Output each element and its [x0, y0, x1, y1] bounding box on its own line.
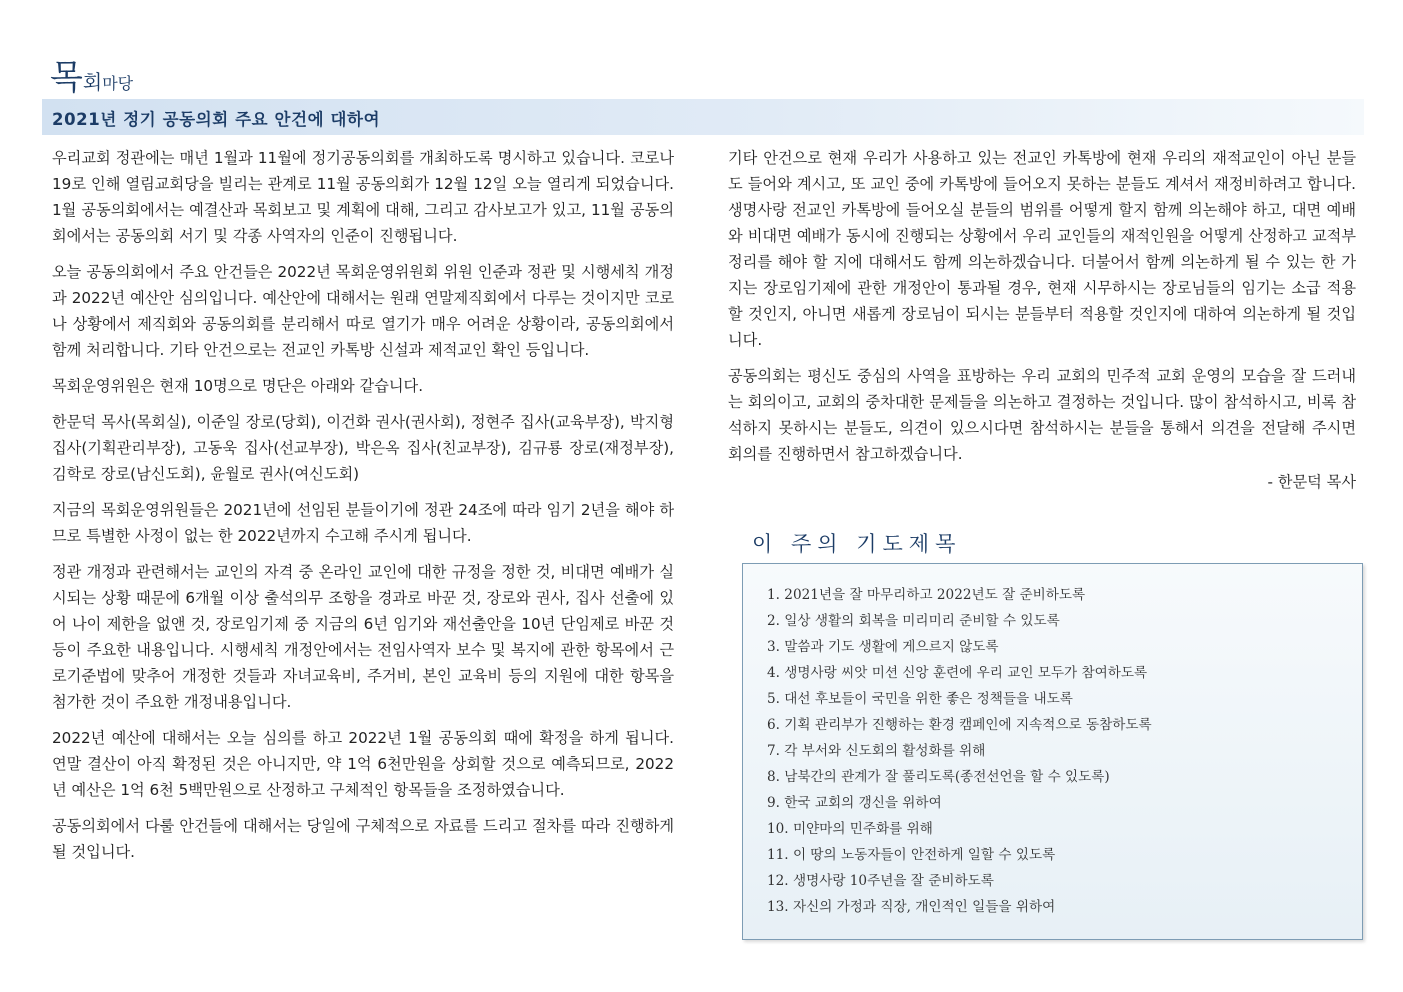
- author-signature: - 한문덕 목사: [1267, 473, 1356, 491]
- prayer-item: 6. 기획 관리부가 진행하는 환경 캠페인에 지속적으로 동참하도록: [767, 717, 1152, 733]
- prayer-item: 1. 2021년을 잘 마무리하고 2022년도 잘 준비하도록: [767, 587, 1086, 603]
- prayer-item: 10. 미얀마의 민주화를 위해: [767, 821, 933, 837]
- prayer-heading: 이 주의 기도제목: [752, 532, 962, 556]
- paragraph: 공동의회에서 다룰 안건들에 대해서는 당일에 구체적으로 자료를 드리고 절차를 따라 진행하게 될 것입니다.: [52, 817, 674, 861]
- title-bar: [42, 99, 1364, 135]
- paragraph: 공동의회는 평신도 중심의 사역을 표방하는 우리 교회의 민주적 교회 운영의 모습을 잘 드러내는 회의이고, 교회의 중차대한 문제들을 의논하고 결정하는 것입니다. 많이 참석하시고, 비록 참석하지 못하시는 분들도, 의견이 있으시다면 참석하시는 분들을 통해서 의견을 전달해 주시면 회의를 진행하면서 참고하겠습니다.: [728, 367, 1356, 463]
- masthead-small: 마당: [102, 74, 134, 93]
- prayer-item: 9. 한국 교회의 갱신을 위하여: [767, 795, 942, 811]
- prayer-item: 13. 자신의 가정과 직장, 개인적인 일들을 위하여: [767, 899, 1056, 915]
- paragraph: 2022년 예산에 대해서는 오늘 심의를 하고 2022년 1월 공동의회 때에 확정을 하게 됩니다. 연말 결산이 아직 확정된 것은 아니지만, 약 1억 6천만원을 상회할 것으로 예측되므로, 2022년 예산은 1억 6천 5백만원으로 산정하고 구체적인 항목들을 조정하였습니다.: [52, 729, 674, 799]
- prayer-item: 12. 생명사랑 10주년을 잘 준비하도록: [767, 873, 994, 889]
- masthead-big: 목: [50, 58, 83, 98]
- masthead-mid: 회: [82, 70, 103, 94]
- prayer-item: 7. 각 부서와 신도회의 활성화를 위해: [767, 743, 986, 759]
- section-masthead: [50, 50, 133, 98]
- left-column: [52, 145, 674, 875]
- prayer-list-box: [742, 563, 1363, 940]
- article-title: 2021년 정기 공동의회 주요 안건에 대하여: [52, 110, 381, 129]
- prayer-item: 8. 남북간의 관계가 잘 풀리도록(종전선언을 할 수 있도록): [767, 769, 1110, 785]
- paragraph: 지금의 목회운영위원들은 2021년에 선임된 분들이기에 정관 24조에 따라 임기 2년을 해야 하므로 특별한 사정이 없는 한 2022년까지 수고해 주시게 됩니다.: [52, 501, 674, 545]
- paragraph: 오늘 공동의회에서 주요 안건들은 2022년 목회운영위원회 위원 인준과 정관 및 시행세칙 개정과 2022년 예산안 심의입니다. 예산안에 대해서는 원래 연말제직회에서 다루는 것이지만 코로나 상황에서 제직회와 공동의회를 분리해서 따로 열기가 매우 어려운 상황이라, 공동의회에서 함께 처리합니다. 기타 안건으로는 전교인 카톡방 신설과 제적교인 확인 등입니다.: [52, 263, 674, 359]
- prayer-item: 5. 대선 후보들이 국민을 위한 좋은 정책들을 내도록: [767, 691, 1073, 707]
- paragraph: 정관 개정과 관련해서는 교인의 자격 중 온라인 교인에 대한 규정을 정한 것, 비대면 예배가 실시되는 상황 때문에 6개월 이상 출석의무 조항을 경과로 바꾼 것, 장로와 권사, 집사 선출에 있어 나이 제한을 없앤 것, 장로임기제 중 지금의 6년 임기와 재선출안을 10년 단임제로 바꾼 것 등이 주요한 내용입니다. 시행세칙 개정안에서는 전임사역자 보수 및 복지에 관한 항목에서 근로기준법에 맞추어 개정한 것들과 자녀교육비, 주거비, 본인 교육비 등의 지원에 대한 항목을 첨가한 것이 주요한 개정내용입니다.: [52, 563, 674, 711]
- prayer-list: [743, 564, 1362, 920]
- right-column: [728, 145, 1356, 505]
- paragraph: 우리교회 정관에는 매년 1월과 11월에 정기공동의회를 개최하도록 명시하고 있습니다. 코로나 19로 인해 열림교회당을 빌리는 관계로 11월 공동의회가 12월 12일 오늘 열리게 되었습니다. 1월 공동의회에서는 예결산과 목회보고 및 계획에 대해, 그리고 감사보고가 있고, 11월 공동의회에서는 공동의회 서기 및 각종 사역자의 인준이 진행됩니다.: [52, 149, 674, 245]
- prayer-item: 11. 이 땅의 노동자들이 안전하게 일할 수 있도록: [767, 847, 1056, 863]
- paragraph: 목회운영위원은 현재 10명으로 명단은 아래와 같습니다.: [52, 377, 424, 395]
- prayer-item: 3. 말씀과 기도 생활에 게으르지 않도록: [767, 639, 999, 655]
- prayer-item: 2. 일상 생활의 회복을 미리미리 준비할 수 있도록: [767, 613, 1060, 629]
- committee-member-list: 한문덕 목사(목회실), 이준일 장로(당회), 이건화 권사(권사회), 정현주 집사(교육부장), 박지형 집사(기획관리부장), 고동욱 집사(선교부장), 박은옥 집사(친교부장), 김규룡 장로(재정부장), 김학로 장로(남신도회), 윤월로 권사(여신도회): [52, 413, 674, 483]
- prayer-item: 4. 생명사랑 씨앗 미션 신앙 훈련에 우리 교인 모두가 참여하도록: [767, 665, 1148, 681]
- paragraph: 기타 안건으로 현재 우리가 사용하고 있는 전교인 카톡방에 현재 우리의 재적교인이 아닌 분들도 들어와 계시고, 또 교인 중에 카톡방에 들어오지 못하는 분들도 계셔서 재정비하려고 합니다. 생명사랑 전교인 카톡방에 들어오실 분들의 범위를 어떻게 할지 함께 의논해야 하고, 대면 예배와 비대면 예배가 동시에 진행되는 상황에서 우리 교인들의 재적인원을 어떻게 산정하고 교적부 정리를 해야 할 지에 대해서도 함께 의논하겠습니다. 더불어서 함께 의논하게 될 수 있는 한 가지는 장로임기제에 관한 개정안이 통과될 경우, 현재 시무하시는 장로님들의 임기는 소급 적용할 것인지, 아니면 새롭게 장로님이 되시는 분들부터 적용할 것인지에 대하여 의논하게 될 것입니다.: [728, 149, 1356, 349]
